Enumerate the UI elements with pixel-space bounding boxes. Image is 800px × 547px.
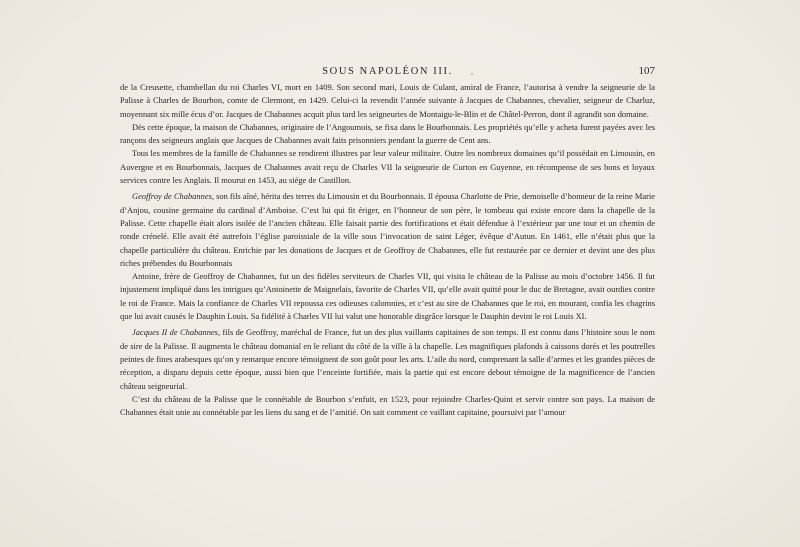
paragraph-run-in-name: Geoffroy de Chabannes,	[132, 191, 214, 202]
paragraph-text: de la Creusette, chambellan du roi Charles VI, mort en 1409. Son second mari, Louis de Culant, amiral de France, l’autorisa à vendre la seigneurie de la Palisse à Charles de Bourbon, comte de Clermont, en 1429. Celui-ci la revendit l’année suivante à Jacques de Chabannes, chevalier, seigneur de Charluz, moyennant six mille écus d’or. Jacques de Chabannes acquit plus tard les seigneuries de Montaigu-le-Blin et de Châtel-Perron, dont il agrandit son domaine.	[120, 82, 655, 119]
paragraph-text: Tous les membres de la famille de Chabannes se rendirent illustres par leur valeur militaire. Outre les nombreux domaines qu’il possédait en Limousin, en Auvergne et en Bourbonnais, Jacques de Chabannes avait reçu de Charles VII la seigneurie de Curton en Guyenne, en récompense de ses bons et loyaux services contre les Anglais. Il mourut en 1453, au siége de Castillon.	[120, 148, 655, 186]
paragraph	[120, 147, 655, 187]
paragraph	[120, 190, 655, 270]
paragraph	[120, 121, 655, 148]
paragraph	[120, 81, 655, 121]
page-number: 107	[638, 65, 655, 77]
paragraph	[120, 326, 655, 392]
paragraph-text: C’est du château de la Palisse que le connétable de Bourbon s’enfuit, en 1523, pour rejoindre Charles-Quint et servir contre son pays. La maison de Chabannes était unie au connétable par les liens du sang et de l’amitié. On sait comment ce vaillant capitaine, poursuivi par l’amour	[120, 393, 655, 418]
paragraph	[120, 270, 655, 323]
paragraph-text: Antoine, frère de Geoffroy de Chabannes, fut un des fidèles serviteurs de Charles VII, qui visita le château de la Palisse au mois d’octobre 1456. Il fut injustement impliqué dans les intrigues qu’Antoinette de Maignelais, favorite de Charles VII, qu’elle avait quitté pour le duc de Bretagne, avait ourdies contre le roi de France. Mais la confiance de Charles VII repoussa ces odieuses calomnies, et c’est au sire de Chabannes que le roi, en mourant, confia les chagrins que lui avait causés le Dauphin Louis. Sa fidélité à Charles VII lui valut une honorable disgrâce lorsque le Dauphin devint le roi Louis XI.	[120, 271, 655, 322]
paragraph	[120, 393, 655, 420]
body-text	[120, 81, 655, 419]
paragraph-text: son fils aîné, hérita des terres du Limousin et du Bourbonnais. Il épousa Charlotte de Prie, demoiselle d’honneur de la reine Marie d’Anjou, cousine germaine du cardinal d’Amboise. C’est lui qui fit ériger, en l’honneur de son père, le tombeau qui existe encore dans la chapelle de la Palisse. Cette chapelle était alors isolée de l’ancien château. Elle faisait partie des fortifications et était défendue à l’extérieur par une tour et un chemin de ronde crénelé. Elle avait été autrefois l’église paroissiale de la ville sous l’invocation de saint Léger, évêque d’Autun. En 1461, elle n’était plus que la chapelle particulière du château. Enrichie par les donations de Jacques et de Geoffroy de Chabannes, elle fut restaurée par ce dernier et devint une des plus riches prébendes du Bourbonnais	[120, 191, 655, 268]
page-header	[120, 66, 655, 82]
paragraph-text: Dès cette époque, la maison de Chabannes, originaire de l’Angoumois, se fixa dans le Bourbonnais. Les propriétés qu’elle y acheta furent payées avec les rançons des seigneurs anglais que Jacques de Chabannes avait faits prisonniers pendant la guerre de Cent ans.	[120, 121, 655, 146]
running-title: SOUS NAPOLÉON III.	[322, 66, 453, 77]
paragraph-run-in-name: Jacques II de Chabannes,	[132, 327, 221, 338]
paragraph-text: fils de Geoffroy, maréchal de France, fut un des plus vaillants capitaines de son temps. Il est connu dans l’histoire sous le nom de sire de la Palisse. Il augmenta le château domanial en le reliant du côté de la ville à la chapelle. Les magnifiques plafonds à caissons dorés et les poutrelles peintes de fines arabesques qu’on y remarque encore témoignent de son goût pour les arts. L’aile du nord, comprenant la salle d’armes et les grandes pièces de réception, a disparu depuis cette époque, aussi bien que l’enceinte fortifiée, mais la partie qui est encore debout témoigne de la magnificence de l’ancien château seigneurial.	[120, 327, 655, 391]
